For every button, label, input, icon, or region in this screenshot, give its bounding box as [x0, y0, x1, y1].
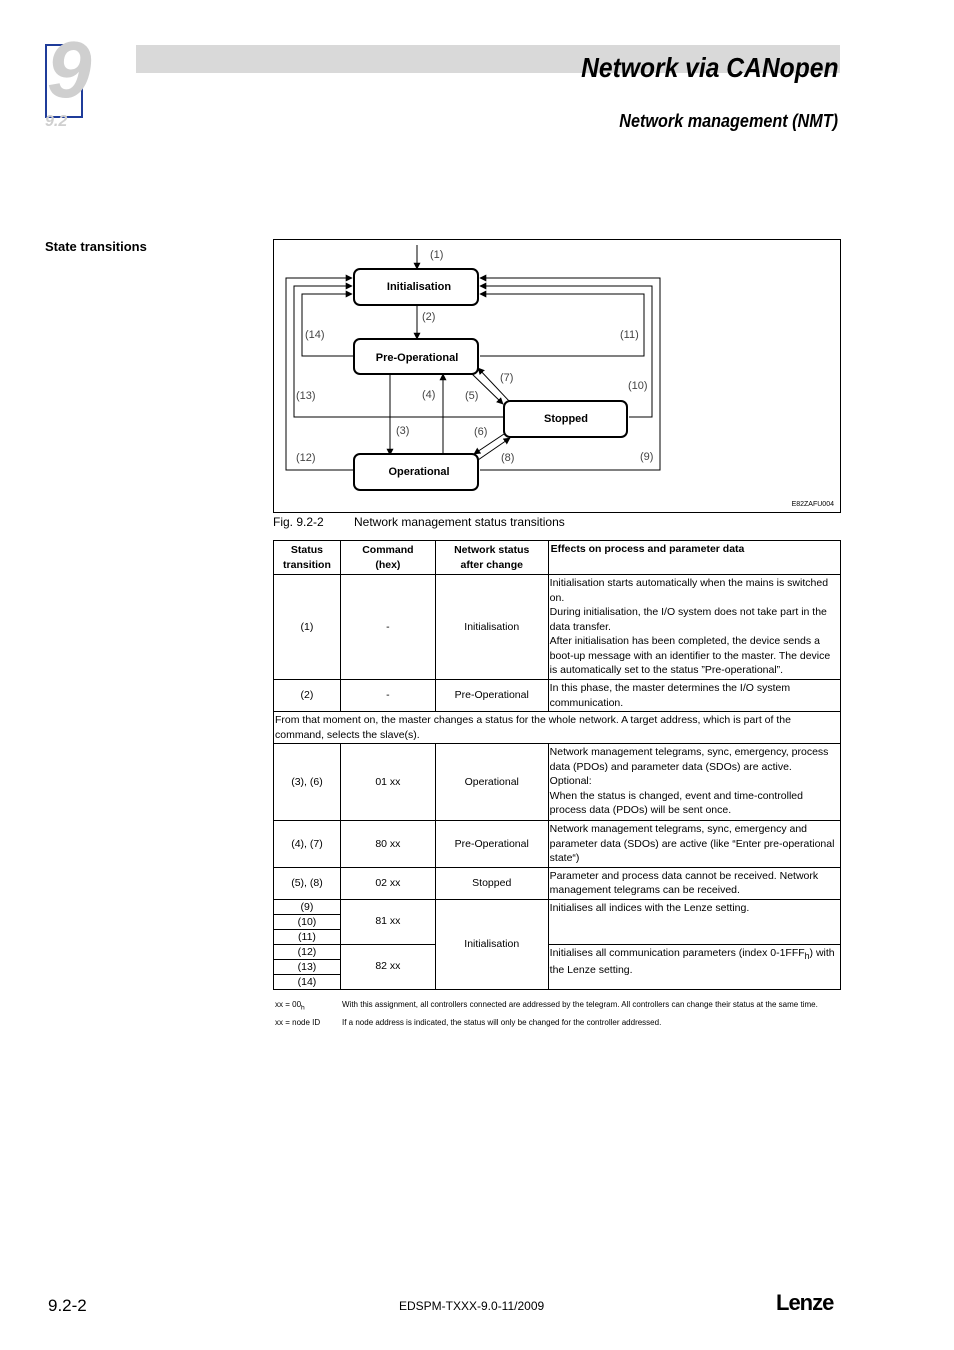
table-row [274, 680, 841, 712]
cell-transition: (3), (6) [274, 744, 341, 821]
cell-transition: (12) [274, 944, 341, 959]
document-id: EDSPM-TXXX-9.0-11/2009 [399, 1299, 545, 1313]
transition-label: (5) [465, 390, 479, 402]
header-effects: Effects on process and parameter data [548, 541, 840, 575]
cell-transition: (1) [274, 575, 341, 680]
cell-transition: (13) [274, 959, 341, 974]
cell-command: - [340, 680, 435, 712]
cell-status: Pre-Operational [435, 680, 548, 712]
lenze-logo: Lenze [776, 1290, 834, 1315]
table-footnotes [275, 998, 818, 1030]
transition-label: (2) [422, 311, 436, 323]
side-label: State transitions [45, 239, 147, 254]
transition-label: (12) [296, 452, 316, 464]
cell-command: 80 xx [340, 821, 435, 868]
cell-effect: In this phase, the master determines the I/O system communication. [548, 680, 840, 712]
transition-label: (6) [474, 426, 488, 438]
transition-label: (11) [620, 329, 639, 341]
transition-label: (4) [422, 389, 436, 401]
figure-caption-text: Network management status transitions [354, 515, 565, 529]
cell-effect: Initialisation starts automatically when the mains is switched on. During initialisation, the I/O system does not take part in the data transfer. After initialisation has been completed, the device sends a boot-up message with an identifier to the master. The device is automatically set to the status ”Pre-operational”. [548, 575, 840, 680]
figure-image-code: E82ZAFU004 [791, 501, 834, 508]
transition-loop-12 [286, 278, 354, 470]
cell-command: 01 xx [340, 744, 435, 821]
chapter-title: Network via CANopen [580, 52, 838, 83]
transition-label: (9) [640, 451, 654, 463]
cell-transition: (9) [274, 899, 341, 914]
table-row [274, 867, 841, 899]
cell-effect: Parameter and process data cannot be received. Network management telegrams can be received. [548, 867, 840, 899]
table-row [274, 821, 841, 868]
state-label-initialisation: Initialisation [386, 281, 452, 293]
transition-label: (1) [430, 249, 444, 261]
cell-command: 82 xx [340, 944, 435, 989]
cell-command: 81 xx [340, 899, 435, 944]
section-title: Network management (NMT) [619, 111, 838, 131]
transition-label: (10) [628, 380, 648, 392]
table-row [274, 944, 841, 959]
state-diagram [274, 240, 842, 514]
cell-command: 02 xx [340, 867, 435, 899]
cell-transition: (4), (7) [274, 821, 341, 868]
cell-status: Stopped [435, 867, 548, 899]
cell-transition: (10) [274, 914, 341, 929]
figure-number: Fig. 9.2-2 [273, 515, 324, 529]
cell-effect: Network management telegrams, sync, emergency, process data (PDOs) and parameter data (SDOs) are active. Optional: When the status is changed, event and time-controlled process data (PDOs) will be sent once. [548, 744, 840, 821]
transition-loop-14 [302, 294, 354, 356]
cell-transition: (5), (8) [274, 867, 341, 899]
table-row [274, 575, 841, 680]
header-transition: Status transition [274, 541, 341, 575]
transition-label: (14) [305, 329, 325, 341]
state-label-operational: Operational [388, 466, 450, 478]
footnote: xx = node ID If a node address is indicated, the status will only be changed for the controller addressed. [275, 1017, 662, 1027]
header-command: Command (hex) [340, 541, 435, 575]
transition-loop-11 [480, 294, 644, 356]
table-row [274, 899, 841, 914]
chapter-number: 9 [47, 25, 92, 114]
header-status: Network status after change [435, 541, 548, 575]
cell-status: Initialisation [435, 899, 548, 989]
table-note-row [274, 712, 841, 744]
cell-transition: (2) [274, 680, 341, 712]
cell-status: Pre-Operational [435, 821, 548, 868]
cell-transition: (11) [274, 929, 341, 944]
cell-command: - [340, 575, 435, 680]
table-row [274, 744, 841, 821]
state-label-pre-operational: Pre-Operational [375, 352, 459, 364]
cell-status: Initialisation [435, 575, 548, 680]
table-header-row [274, 541, 841, 575]
transition-label: (7) [500, 372, 514, 384]
footnote: xx = $00_h$ With this assignment, all controllers connected are addressed by the telegram. All controllers can change their status at the same time. [275, 1000, 818, 1012]
state-diagram-figure [273, 239, 841, 513]
table-note: From that moment on, the master changes a status for the whole network. A target address, which is part of the command, selects the slave(s). [274, 712, 841, 744]
figure-caption [273, 515, 565, 529]
cell-transition: (14) [274, 974, 341, 989]
page-number: 9.2-2 [48, 1296, 87, 1315]
transition-label: (3) [396, 425, 410, 437]
transition-label: (8) [501, 452, 515, 464]
section-number: 9.2 [45, 113, 68, 130]
state-label-stopped: Stopped [544, 413, 588, 425]
transition-label: (13) [296, 390, 316, 402]
cell-effect: Initialises all communication parameters (index $0-1FFF_h$) with the Lenze setting. [548, 944, 840, 989]
cell-status: Operational [435, 744, 548, 821]
state-transition-table [273, 540, 841, 990]
cell-effect: Initialises all indices with the Lenze setting. [548, 899, 840, 944]
cell-effect: Network management telegrams, sync, emergency and parameter data (SDOs) are active (like “Enter pre-operational state“) [548, 821, 840, 868]
